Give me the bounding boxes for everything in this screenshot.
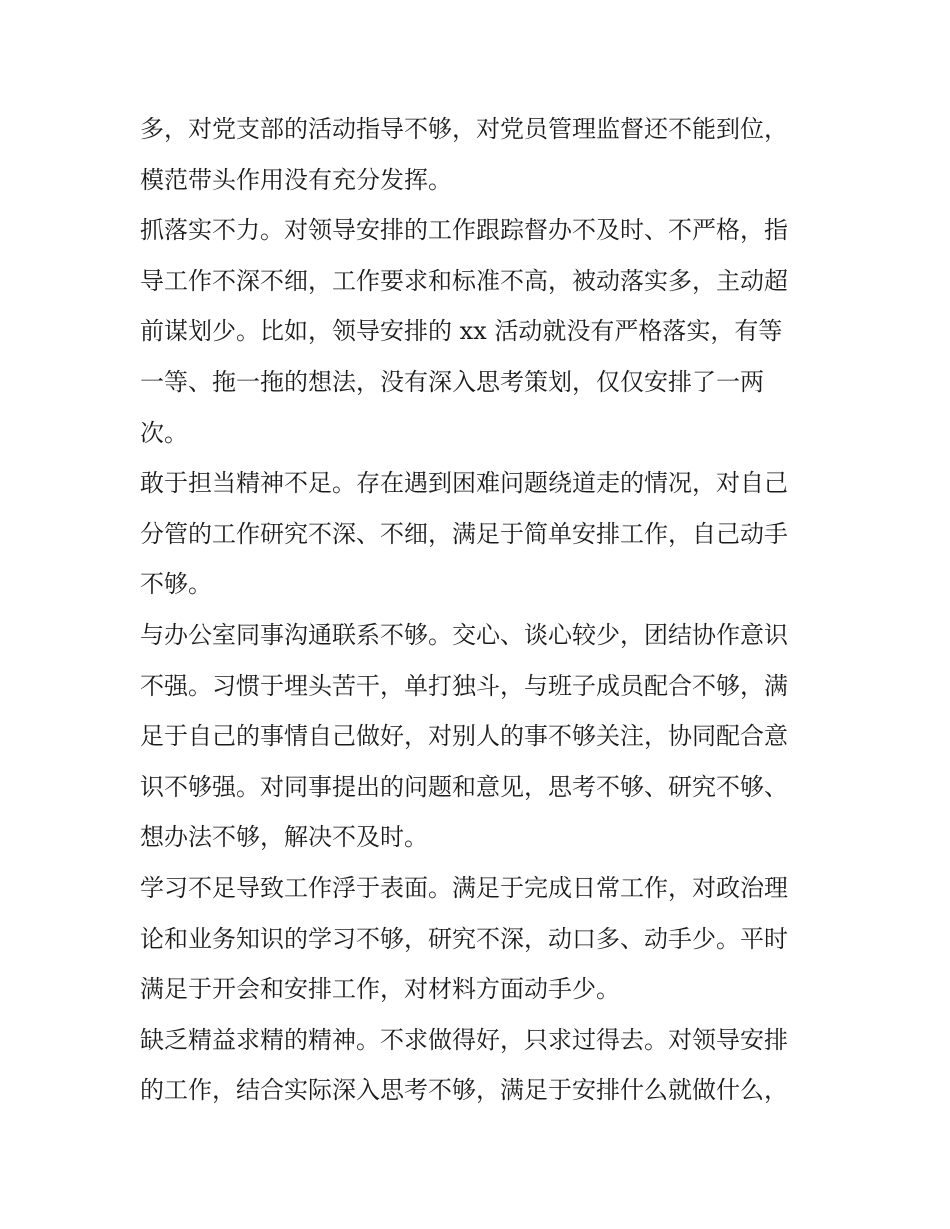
- text-line: 抓落实不力。对领导安排的工作跟踪督办不及时、不严格，指: [140, 216, 788, 245]
- paragraph-6: [140, 1015, 820, 1116]
- text-line: 次。: [140, 418, 188, 447]
- text-line: 足于自己的事情自己做好，对别人的事不够关注，协同配合意: [140, 722, 788, 751]
- text-line: 识不够强。对同事提出的问题和意见，思考不够、研究不够、: [140, 772, 788, 801]
- text-line: 不够。: [140, 570, 212, 599]
- paragraph-4: [140, 610, 820, 863]
- text-line: 论和业务知识的学习不够，研究不深，动口多、动手少。平时: [140, 924, 788, 953]
- text-line: 多，对党支部的活动指导不够，对党员管理监督还不能到位，: [140, 115, 788, 143]
- text-line: 分管的工作研究不深、不细，满足于简单安排工作，自己动手: [140, 519, 788, 548]
- text-line: 想办法不够，解决不及时。: [140, 823, 428, 852]
- text-line: 满足于开会和安排工作，对材料方面动手少。: [140, 975, 620, 1004]
- text-line: 敢于担当精神不足。存在遇到困难问题绕道走的情况，对自己: [140, 469, 788, 498]
- text-line: 与办公室同事沟通联系不够。交心、谈心较少，团结协作意识: [140, 620, 788, 649]
- text-line: 的工作，结合实际深入思考不够，满足于安排什么就做什么，: [140, 1076, 788, 1105]
- text-line: 不强。习惯于埋头苦干，单打独斗，与班子成员配合不够，满: [140, 671, 788, 700]
- text-line: 导工作不深不细，工作要求和标准不高，被动落实多，主动超: [140, 266, 788, 295]
- text-line: 缺乏精益求精的精神。不求做得好，只求过得去。对领导安排: [140, 1025, 788, 1054]
- text-line: 学习不足导致工作浮于表面。满足于完成日常工作，对政治理: [140, 873, 788, 902]
- paragraph-1: [140, 104, 820, 205]
- document-body: [140, 104, 820, 1116]
- paragraph-2: [140, 205, 820, 458]
- paragraph-3: [140, 458, 820, 610]
- text-line: 一等、拖一拖的想法，没有深入思考策划，仅仅安排了一两: [140, 367, 764, 396]
- text-line: 前谋划少。比如，领导安排的 xx 活动就没有严格落实，有等: [140, 317, 783, 346]
- text-line: 模范带头作用没有充分发挥。: [140, 165, 452, 194]
- paragraph-5: [140, 863, 820, 1015]
